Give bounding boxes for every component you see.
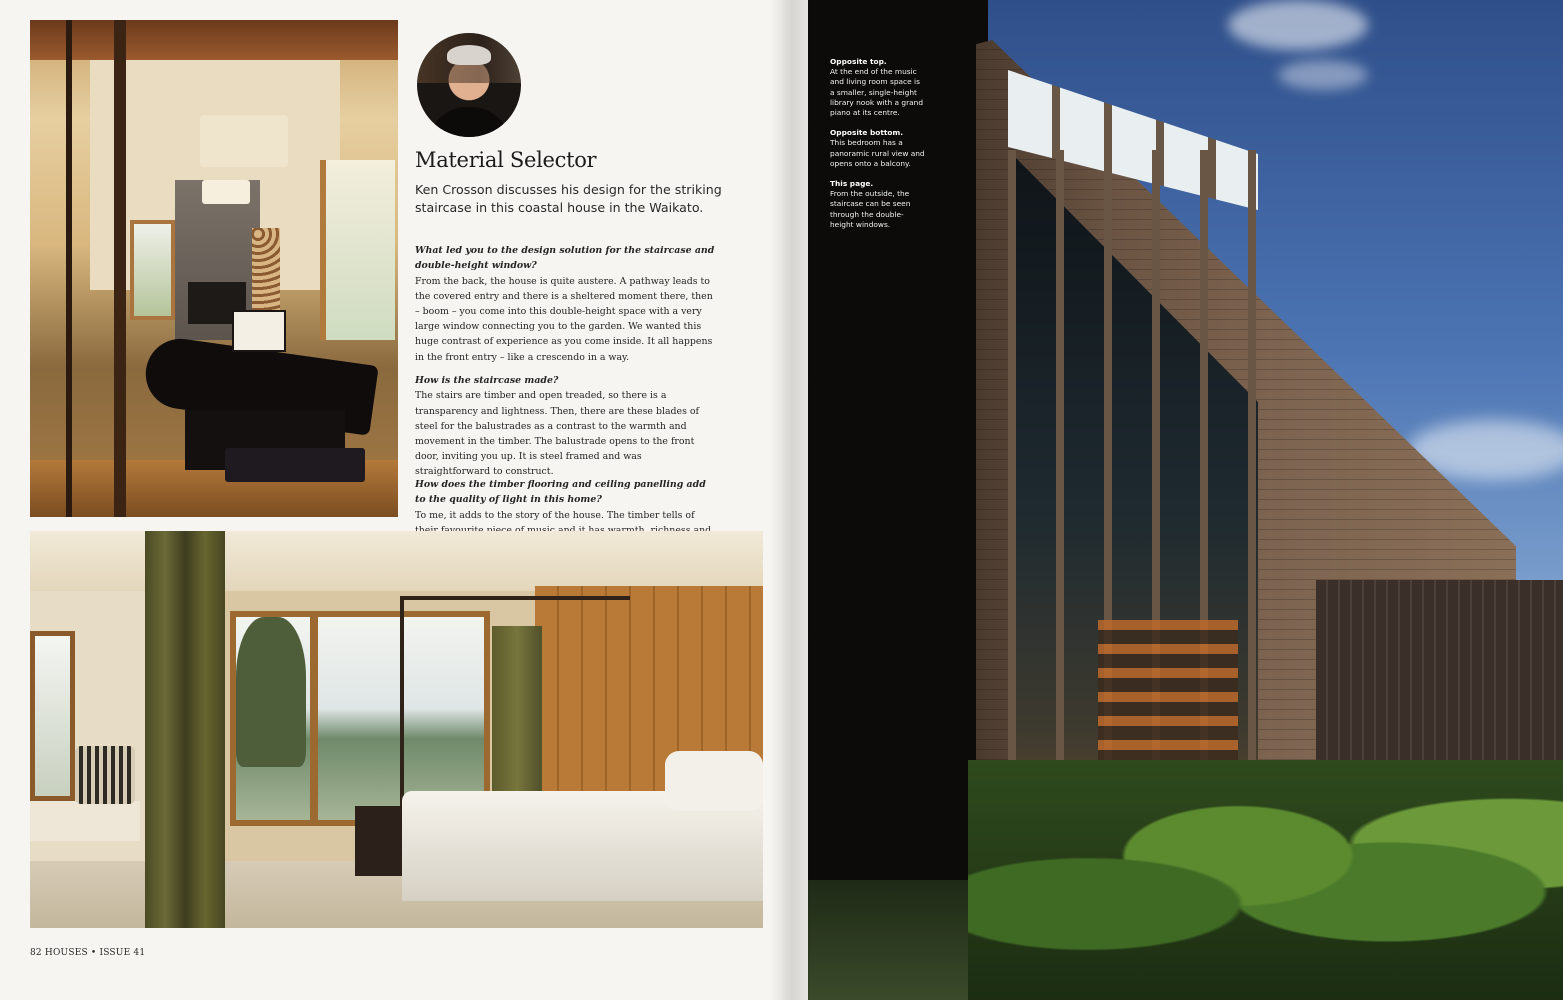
- pendant-lamp: [200, 115, 288, 167]
- photo-captions: [830, 57, 926, 240]
- timber-post: [114, 20, 126, 517]
- timber-post-thin: [66, 20, 72, 517]
- qa-question: How is the staircase made?: [415, 375, 559, 387]
- caption-text: From the outside, the staircase can be seen through the double-height windows.: [830, 189, 911, 229]
- caption-heading: Opposite bottom.: [830, 128, 904, 138]
- portrait-hair: [447, 45, 491, 65]
- portrait-shirt: [427, 107, 511, 137]
- bedroom-side-window: [30, 631, 75, 801]
- caption-text: At the end of the music and living room space is a smaller, single-height library nook with a grand piano at its centre.: [830, 67, 924, 118]
- window-seat: [30, 801, 140, 841]
- qa-question: How does the timber flooring and ceiling panelling add to the quality of light in this home?: [415, 479, 706, 506]
- piano-bench: [225, 448, 365, 482]
- timber-ceiling: [30, 20, 398, 60]
- window-trees: [236, 617, 306, 767]
- sheet-music: [232, 310, 286, 352]
- room-window-small: [130, 220, 175, 320]
- spine-shadow: [770, 0, 810, 1000]
- caption-text: This bedroom has a panoramic rural view and opens onto a balcony.: [830, 138, 925, 168]
- page-folio: 82 HOUSES • ISSUE 41: [30, 948, 146, 958]
- fern-garden: [968, 760, 1563, 1000]
- bedroom-ceiling: [30, 531, 763, 591]
- olive-curtain: [145, 531, 225, 928]
- visible-staircase: [1098, 620, 1238, 770]
- caption-this-page: [830, 179, 926, 230]
- cloud: [1278, 60, 1368, 90]
- caption-opposite-bottom: [830, 128, 926, 169]
- room-window: [320, 160, 395, 340]
- qa-answer: From the back, the house is quite austere. A pathway leads to the covered entry and there is a sheltered moment there, then – boom – you come into this double-height space with a very large window connecting you to the garden. We wanted this huge contrast of experience as you come inside. It all happens in the front entry – like a crescendo in a way.: [415, 275, 713, 363]
- qa-answer: To me, it adds to the story of the house. The timber tells of: [415, 509, 695, 521]
- qa-answer: The stairs are timber and open treaded, so there is a transparency and lightness. Then, there are these blades of steel for the balustrades as a contrast to the warmth and movement in the timber. The balustrade opens to the front door, inviting you up. It is steel framed and was straightforward to construct.: [415, 390, 699, 478]
- feature-title: Material Selector: [415, 148, 597, 172]
- caption-heading: Opposite top.: [830, 57, 887, 66]
- bed-pillow: [665, 751, 763, 811]
- olive-curtain-right: [492, 626, 542, 806]
- qa-paragraph: [415, 228, 715, 365]
- cloud: [1228, 0, 1368, 50]
- bedroom-photo: [30, 531, 763, 928]
- caption-heading: This page.: [830, 179, 874, 189]
- qa-question: What led you to the design solution for the staircase and double-height window?: [415, 245, 715, 272]
- four-poster-rail: [400, 596, 630, 600]
- feature-deck: Ken Crosson discusses his design for the striking staircase in this coastal house in the Waikato.: [415, 182, 722, 215]
- striped-cushion: [75, 746, 135, 804]
- music-room-photo: [30, 20, 398, 517]
- caption-opposite-top: [830, 57, 926, 118]
- window-mullion: [310, 611, 318, 826]
- architect-portrait: [417, 33, 521, 137]
- log-stack: [252, 228, 280, 318]
- pendant-lamp-small: [202, 180, 250, 204]
